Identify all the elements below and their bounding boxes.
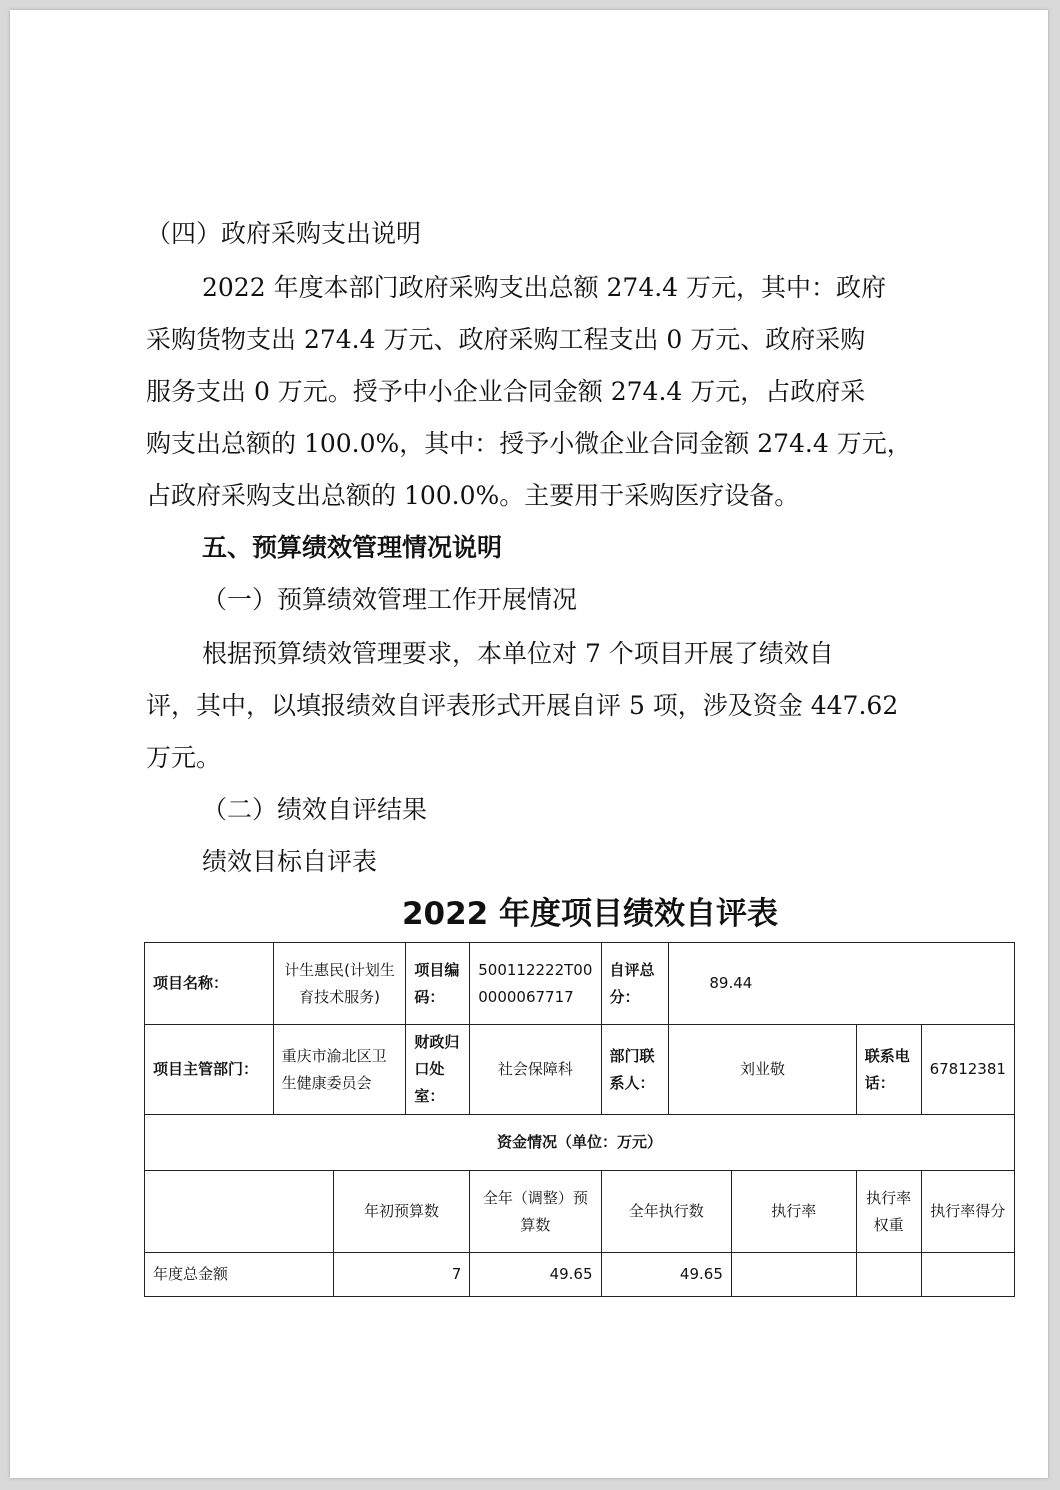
table-row (145, 1253, 1015, 1297)
contact-value: 刘业敬 (669, 1025, 856, 1115)
row-total-score (921, 1253, 1014, 1297)
document-page (10, 10, 1048, 1478)
table-row (145, 1115, 1015, 1171)
row-total-initial: 7 (333, 1253, 469, 1297)
paragraph-line: 购支出总额的 100.0%，其中：授予小微企业合同金额 274.4 万元， (146, 429, 912, 458)
sub-one-heading: （一）预算绩效管理工作开展情况 (202, 585, 578, 614)
project-code-label: 项目编码： (406, 943, 470, 1025)
contact-label: 部门联系人： (601, 1025, 669, 1115)
table-caption: 绩效目标自评表 (202, 847, 378, 876)
col-adjusted-header: 全年（调整）预算数 (470, 1171, 601, 1253)
phone-label: 联系电话： (856, 1025, 921, 1115)
dept-value: 重庆市渝北区卫生健康委员会 (273, 1025, 406, 1115)
row-total-weight (856, 1253, 921, 1297)
funds-header: 资金情况（单位：万元） (145, 1115, 1015, 1171)
paragraph-line: 占政府采购支出总额的 100.0%。主要用于采购医疗设备。 (146, 481, 800, 510)
sub-two-heading: （二）绩效自评结果 (202, 795, 428, 824)
row-total-adjusted: 49.65 (470, 1253, 601, 1297)
section-five-heading: 五、预算绩效管理情况说明 (202, 533, 503, 562)
dept-label: 项目主管部门： (145, 1025, 274, 1115)
row-total-executed: 49.65 (601, 1253, 731, 1297)
col-executed-header: 全年执行数 (601, 1171, 731, 1253)
paragraph-line: 采购货物支出 274.4 万元、政府采购工程支出 0 万元、政府采购 (146, 325, 866, 354)
performance-table (144, 942, 1015, 1297)
paragraph-line: 万元。 (146, 743, 222, 772)
col-weight-header: 执行率权重 (856, 1171, 921, 1253)
col-score-header: 执行率得分 (921, 1171, 1014, 1253)
row-total-label: 年度总金额 (145, 1253, 334, 1297)
row-total-rate (731, 1253, 856, 1297)
paragraph-line: 评，其中，以填报绩效自评表形式开展自评 5 项，涉及资金 447.62 (146, 691, 899, 720)
office-value: 社会保障科 (470, 1025, 601, 1115)
col-rate-header: 执行率 (731, 1171, 856, 1253)
table-row (145, 943, 1015, 1025)
project-name-value: 计生惠民(计划生育技术服务) (273, 943, 406, 1025)
score-label: 自评总分： (601, 943, 669, 1025)
office-label: 财政归口处室： (406, 1025, 470, 1115)
paragraph-line: 2022 年度本部门政府采购支出总额 274.4 万元，其中：政府 (202, 273, 887, 302)
project-code-value: 500112222T000000067717 (470, 943, 601, 1025)
table-row (145, 1025, 1015, 1115)
score-value: 89.44 (669, 943, 1015, 1025)
table-row (145, 1171, 1015, 1253)
phone-value: 67812381 (921, 1025, 1014, 1115)
section-four-heading: （四）政府采购支出说明 (146, 219, 422, 248)
project-name-label: 项目名称： (145, 943, 274, 1025)
table-title: 2022 年度项目绩效自评表 (401, 896, 779, 932)
header-blank-cell (145, 1171, 334, 1253)
paragraph-line: 根据预算绩效管理要求，本单位对 7 个项目开展了绩效自 (202, 639, 834, 668)
paragraph-line: 服务支出 0 万元。授予中小企业合同金额 274.4 万元，占政府采 (146, 377, 866, 406)
col-initial-header: 年初预算数 (333, 1171, 469, 1253)
